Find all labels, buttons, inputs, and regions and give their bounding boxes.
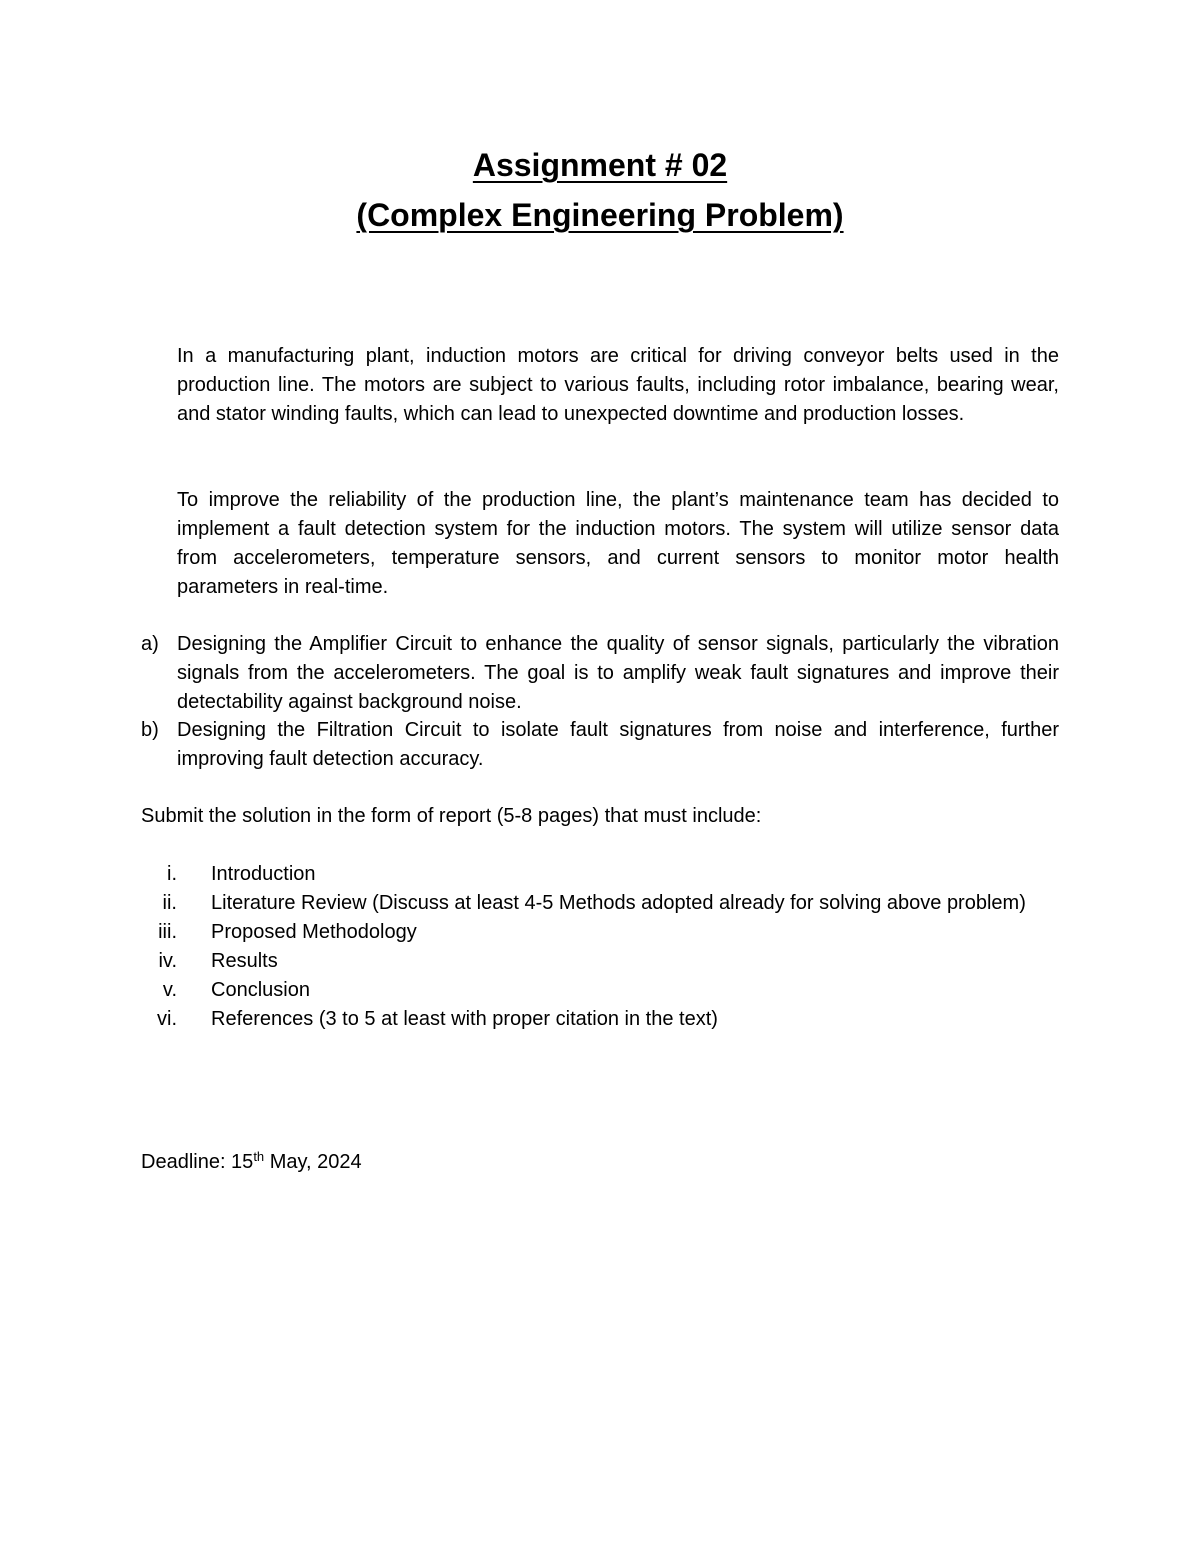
task-marker: b): [141, 719, 159, 741]
list-marker: ii.: [162, 892, 177, 914]
deadline-label: Deadline: 15: [141, 1151, 254, 1173]
assignment-subtitle: (Complex Engineering Problem): [356, 197, 844, 233]
task-text: Designing the Filtration Circuit to isolate fault signatures from noise and interference, further improving fault detection accuracy.: [177, 719, 1059, 770]
report-sections-list: [141, 860, 1059, 1034]
list-item-text: References (3 to 5 at least with proper citation in the text): [211, 1008, 718, 1030]
task-item-a: [141, 630, 1059, 717]
list-item-text: Proposed Methodology: [211, 921, 417, 943]
list-item: [141, 947, 1059, 976]
list-item: [141, 976, 1059, 1005]
problem-paragraph-1: In a manufacturing plant, induction motors are critical for driving conveyor belts used in the production line. The motors are subject to various faults, including rotor imbalance, bearing wear, and stator winding faults, which can lead to unexpected downtime and production losses.: [177, 345, 1059, 425]
list-marker: v.: [162, 979, 177, 1001]
list-item-text: Conclusion: [211, 979, 310, 1001]
list-item-text: Results: [211, 950, 278, 972]
list-item: [141, 918, 1059, 947]
list-marker: iii.: [158, 921, 177, 943]
list-marker: i.: [167, 863, 177, 885]
list-item-text: Literature Review (Discuss at least 4-5 Methods adopted already for solving above problem): [211, 892, 1026, 914]
list-item: [141, 889, 1059, 918]
deadline-ordinal-suffix: th: [253, 1149, 265, 1164]
task-text: Designing the Amplifier Circuit to enhance the quality of sensor signals, particularly the vibration signals from the accelerometers. The goal is to amplify weak fault signatures and improve their detectability against background noise.: [177, 633, 1059, 713]
list-marker: iv.: [158, 950, 177, 972]
task-item-b: [141, 716, 1059, 774]
list-item: [141, 860, 1059, 889]
submit-instructions: Submit the solution in the form of report (5-8 pages) that must include:: [141, 805, 762, 827]
assignment-title: Assignment # 02: [472, 147, 728, 183]
deadline: [141, 1148, 362, 1177]
list-marker: vi.: [157, 1008, 177, 1030]
list-item-text: Introduction: [211, 863, 316, 885]
problem-paragraph-2: To improve the reliability of the production line, the plant’s maintenance team has decided to implement a fault detection system for the induction motors. The system will utilize sensor data from accelerometers, temperature sensors, and current sensors to monitor motor health parameters in real-time.: [177, 489, 1059, 598]
task-marker: a): [141, 633, 159, 655]
deadline-date-rest: May, 2024: [264, 1151, 362, 1173]
list-item: [141, 1005, 1059, 1034]
